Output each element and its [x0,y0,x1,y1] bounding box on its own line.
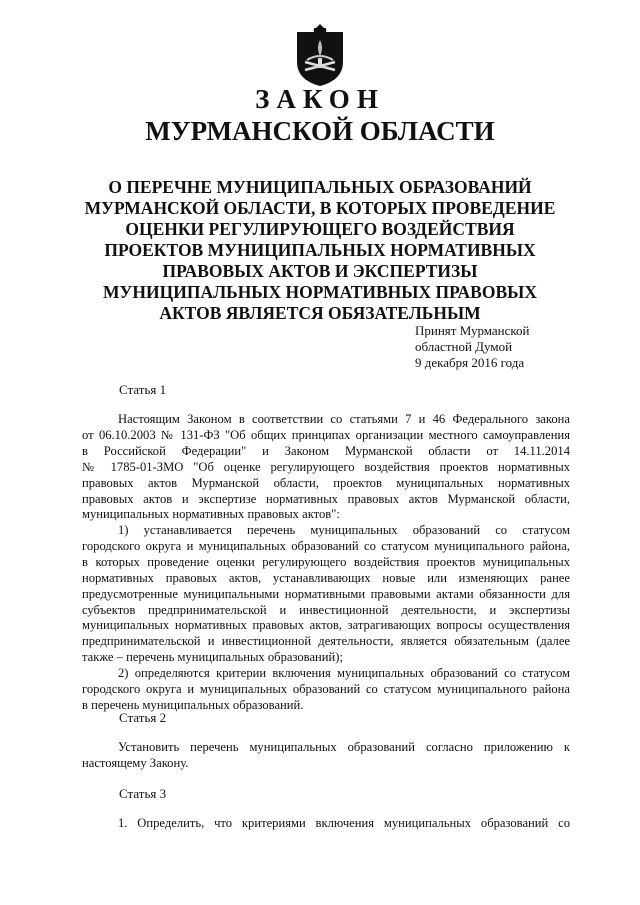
text-line: в Российской Федерации" и Законом Мурманской области от 14.11.2014 [82,443,570,458]
text-line: правовых актов Мурманской области, проектов муниципальных нормативных [82,475,570,490]
text-line: в которых проведение оценки регулирующего воздействия проектов муниципальных [82,554,570,569]
paragraph-article-3 [82,816,570,832]
text-line: 2) определяются критерии включения муниципальных образований со статусом [118,666,570,680]
heading-line: АКТОВ ЯВЛЯЕТСЯ ОБЯЗАТЕЛЬНЫМ [159,303,481,323]
heading-line: МУНИЦИПАЛЬНЫХ НОРМАТИВНЫХ ПРАВОВЫХ [103,282,537,302]
text-line: 1) устанавливается перечень муниципальных образований со статусом [118,523,570,537]
text-line: в перечень муниципальных образований. [82,697,304,712]
text-line: также – перечень муниципальных образований); [82,650,343,665]
adoption-line: Принят Мурманской [415,323,530,338]
article-2-heading: Статья 2 [119,710,167,725]
paragraph-article-2 [82,740,570,772]
text-line: муниципальных нормативных правовых актов, затрагивающих вопросы осуществления [82,618,570,633]
text-line: субъектов предпринимательской и инвестиционной деятельности, и экспертизы [82,602,570,617]
paragraph-item-2 [82,666,570,714]
law-region: МУРМАНСКОЙ ОБЛАСТИ [145,116,495,146]
text-line: нормативных правовых актов, устанавливающих новые или изменяющих ранее [82,570,570,585]
text-line: предусмотренные муниципальными нормативными правовыми актами обязанности для [82,586,570,601]
text-line: 1. Определить, что критериями включения муниципальных образований со [118,816,570,830]
heading-line: ОЦЕНКИ РЕГУЛИРУЮЩЕГО ВОЗДЕЙСТВИЯ [125,219,515,239]
law-title: ЗАКОН [255,84,385,114]
text-line: Установить перечень муниципальных образований согласно приложению к [118,740,570,754]
adoption-line: областной Думой [415,339,513,354]
paragraph-intro [82,412,570,523]
text-line: муниципальных нормативных правовых актов": [82,507,340,522]
text-line: № 1785-01-ЗМО "Об оценке регулирующего воздействия проектов нормативных [82,459,570,474]
text-line: настоящему Закону. [82,755,189,770]
paragraph-item-1 [82,523,570,666]
article-1-heading: Статья 1 [119,382,167,397]
adoption-line: 9 декабря 2016 года [415,355,525,370]
law-heading [80,177,560,324]
text-line: от 06.10.2003 № 131-ФЗ "Об общих принципах организации местного самоуправления [82,427,570,442]
coat-of-arms-icon [289,22,351,88]
article-3-heading: Статья 3 [119,786,167,801]
heading-line: МУРМАНСКОЙ ОБЛАСТИ, В КОТОРЫХ ПРОВЕДЕНИЕ [84,198,556,218]
text-line: Настоящим Законом в соответствии со статьями 7 и 46 Федерального закона [118,412,570,426]
heading-line: ПРОЕКТОВ МУНИЦИПАЛЬНЫХ НОРМАТИВНЫХ [104,240,536,260]
heading-line: ПРАВОВЫХ АКТОВ И ЭКСПЕРТИЗЫ [162,261,478,281]
adoption-note [415,323,530,371]
text-line: предпринимательской и инвестиционной деятельности, является обязательным (далее [82,634,570,649]
text-line: правовых актов и экспертизе нормативных правовых актов Мурманской области, [82,491,570,506]
text-line: городского округа и муниципальных образований со статусом муниципального района [82,681,570,696]
heading-line: О ПЕРЕЧНЕ МУНИЦИПАЛЬНЫХ ОБРАЗОВАНИЙ [108,177,532,197]
text-line: городского округа и муниципальных образований со статусом муниципального района, [82,538,570,553]
